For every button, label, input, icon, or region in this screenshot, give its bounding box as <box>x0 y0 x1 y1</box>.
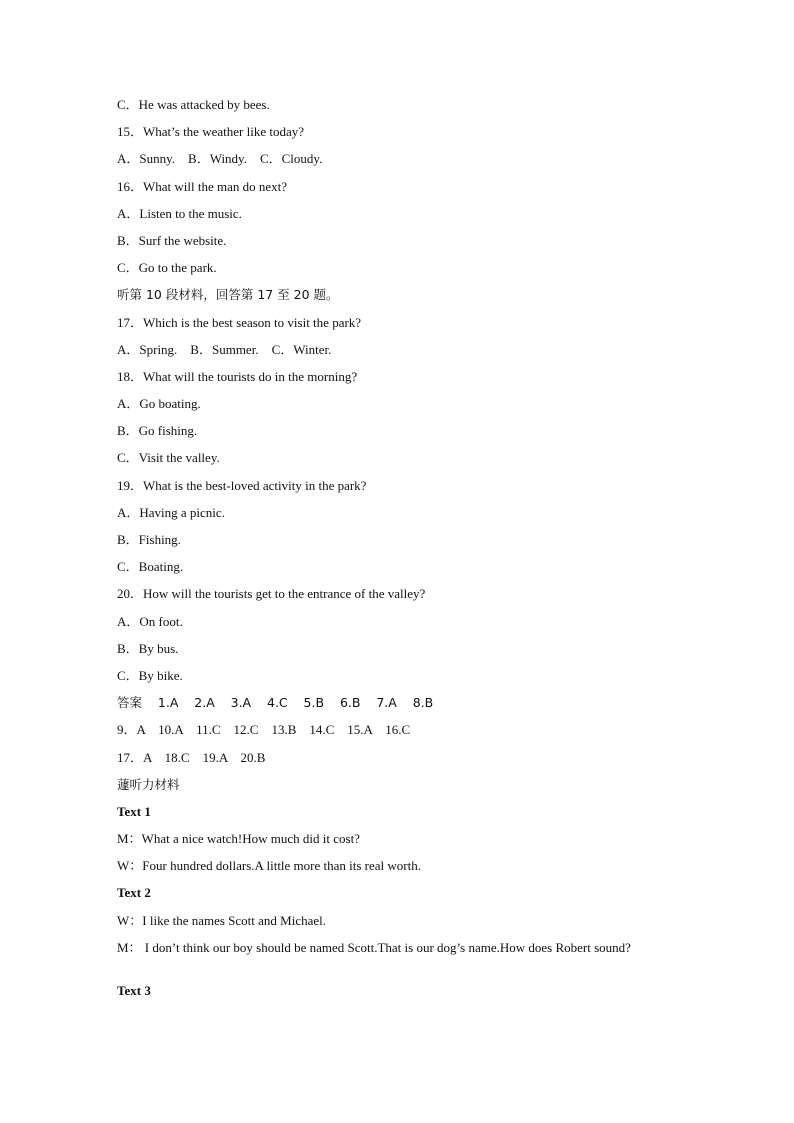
text-1-line-m: M：What a nice watch!How much did it cost? <box>117 831 360 847</box>
option-20c: C．By bike. <box>117 667 183 683</box>
text-2-heading: Text 2 <box>117 885 151 901</box>
question-17: 17．Which is the best season to visit the park? <box>117 314 362 330</box>
answer-key-line-1: 答案 1.A 2.A 3.A 4.C 5.B 6.B 7.A 8.B <box>117 695 434 711</box>
option-20a: A．On foot. <box>117 613 183 629</box>
option-19b: B．Fishing. <box>117 532 181 547</box>
answer-key-line-2: 9．A 10.A 11.C 12.C 13.B 14.C 15.A 16.C <box>117 722 411 738</box>
text-2-line-w: W：I like the names Scott and Michael. <box>117 912 327 928</box>
option-16a: A．Listen to the music. <box>117 205 242 221</box>
answer-key-line-3: 17．A 18.C 19.A 20.B <box>117 749 266 765</box>
option-14c: C．He was attacked by bees. <box>117 97 270 112</box>
option-20b: B．By bus. <box>117 640 179 656</box>
option-18a: A．Go boating. <box>117 396 201 412</box>
options-15: A．Sunny. B．Windy. C．Cloudy. <box>117 151 323 167</box>
question-18: 18．What will the tourists do in the morning? <box>117 368 358 384</box>
text-3-heading: Text 3 <box>117 982 151 998</box>
text-1-heading: Text 1 <box>117 803 151 819</box>
text-2-line-m: M： I don’t think our boy should be named Scott.That is our dog’s name.How does Robert sound? <box>117 939 631 955</box>
text-1-line-w: W：Four hundred dollars.A little more than its real worth. <box>117 858 421 874</box>
options-17: A．Spring. B．Summer. C．Winter. <box>117 341 332 357</box>
question-16: 16．What will the man do next? <box>117 178 288 194</box>
section-instruction-10: 听第 10 段材料，回答第 17 至 20 题。 <box>117 287 339 303</box>
option-16c: C．Go to the park. <box>117 260 217 276</box>
option-19a: A．Having a picnic. <box>117 504 225 520</box>
question-20: 20．How will the tourists get to the entrance of the valley? <box>117 586 426 602</box>
option-18b: B．Go fishing. <box>117 423 198 439</box>
document-page <box>117 95 679 1008</box>
option-16b: B．Surf the website. <box>117 232 227 248</box>
listening-material-heading: 蘧听力材料 <box>117 776 180 792</box>
option-18c: C．Visit the valley. <box>117 450 220 466</box>
question-15: 15．What’s the weather like today? <box>117 124 304 140</box>
option-19c: C．Boating. <box>117 559 184 575</box>
question-19: 19．What is the best-loved activity in the park? <box>117 477 367 493</box>
